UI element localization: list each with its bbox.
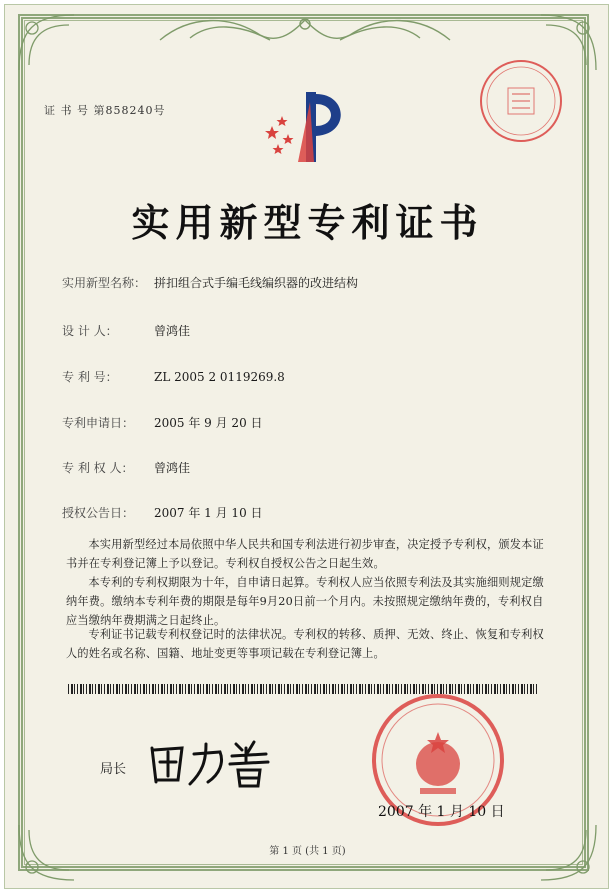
field-value: 曾鸿佳 <box>154 461 191 475</box>
certificate-number-label: 证 书 号 <box>44 104 89 117</box>
patent-office-logo-icon <box>258 82 358 172</box>
small-red-seal-icon <box>478 58 564 144</box>
corner-ornament-icon <box>14 10 84 80</box>
certificate-number <box>44 102 166 118</box>
certificate-number-value: 第858240号 <box>93 104 166 117</box>
issue-date: 2007 年 1 月 10 日 <box>378 804 505 820</box>
field-value: ZL 2005 2 0119269.8 <box>154 370 285 384</box>
field-designer <box>62 322 190 339</box>
body-paragraph: 本实用新型经过本局依照中华人民共和国专利法进行初步审查，决定授予专利权，颁发本证书并在专利登记簿上予以登记。专利权自授权公告之日起生效。 <box>66 538 544 570</box>
page-number: 第 1 页 (共 1 页) <box>269 846 346 857</box>
field-grant-date <box>62 504 263 521</box>
field-label: 专 利 权 人： <box>62 461 134 475</box>
field-value: 2005 年 9 月 20 日 <box>154 416 263 430</box>
field-value: 曾鸿佳 <box>154 324 191 338</box>
field-value: 2007 年 1 月 10 日 <box>154 506 263 520</box>
field-patent-number <box>62 368 285 385</box>
field-label: 设 计 人： <box>62 324 118 338</box>
director-signature-icon <box>146 734 276 794</box>
field-value: 拼扣组合式手编毛线编织器的改进结构 <box>154 276 359 290</box>
field-patentee <box>62 459 190 476</box>
top-ornament-icon <box>150 10 460 50</box>
field-label: 授权公告日： <box>62 506 135 520</box>
field-label: 实用新型名称： <box>62 276 147 290</box>
director-label: 局长 <box>100 762 127 777</box>
field-application-date <box>62 414 263 431</box>
field-label: 专 利 号： <box>62 370 118 384</box>
field-utility-model-name <box>62 274 358 291</box>
field-label: 专利申请日： <box>62 416 135 430</box>
certificate-title: 实用新型专利证书 <box>131 200 484 245</box>
body-paragraph: 本专利的专利权期限为十年，自申请日起算。专利权人应当依照专利法及其实施细则规定缴纳年费。缴纳本专利年费的期限是每年9月20日前一个月内。未按照规定缴纳年费的，专利权自应当缴纳年费期满之日起终止。 <box>66 576 544 627</box>
body-paragraph: 专利证书记载专利权登记时的法律状况。专利权的转移、质押、无效、终止、恢复和专利权人的姓名或名称、国籍、地址变更等事项记载在专利登记簿上。 <box>66 628 544 660</box>
